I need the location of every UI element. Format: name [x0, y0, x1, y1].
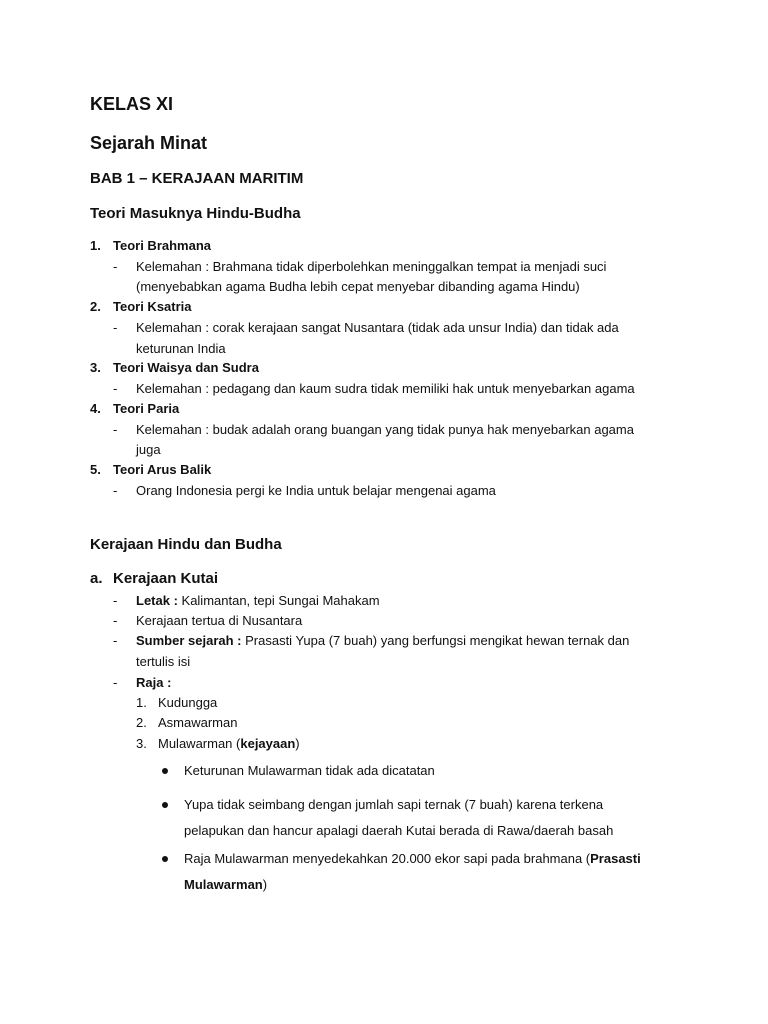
paren-close: ) [262, 877, 268, 892]
class-heading: KELAS XI [90, 94, 174, 114]
dash-marker: - [113, 593, 118, 608]
dash-marker: - [113, 381, 118, 396]
theory-title: Teori Brahmana [113, 238, 212, 253]
list-number: 3. [90, 360, 101, 375]
bullet-dot [162, 768, 168, 774]
bullet-text-pre: Raja Mulawarman menyedekahkan 20.000 ekor sapi pada brahmana ( [184, 851, 591, 866]
dash-marker: - [113, 320, 118, 335]
theory-detail: keturunan India [136, 341, 226, 356]
paren-close: ) [295, 736, 300, 751]
theory-title: Teori Waisya dan Sudra [113, 360, 259, 375]
raja-name-mulawarman [158, 734, 300, 754]
subsection-heading-kutai: Kerajaan Kutai [113, 570, 219, 587]
bullet-dot [162, 802, 168, 808]
theory-detail: juga [136, 442, 161, 457]
raja-number: 3. [136, 736, 147, 751]
dash-marker: - [113, 675, 118, 690]
mulawarman-bold: Mulawarman [184, 877, 263, 892]
theory-title: Teori Paria [113, 401, 180, 416]
list-number: 5. [90, 462, 101, 477]
raja-label: Raja : [136, 675, 172, 690]
list-number: 2. [90, 299, 101, 314]
section-heading-theories: Teori Masuknya Hindu-Budha [90, 205, 301, 222]
dash-marker: - [113, 633, 118, 648]
list-number: 1. [90, 238, 101, 253]
sumber-value: Prasasti Yupa (7 buah) yang berfungsi mengikat hewan ternak dan [241, 633, 630, 648]
dash-marker: - [113, 613, 118, 628]
bullet-text [184, 872, 267, 898]
sumber-line [136, 631, 629, 651]
bullet-text: Keturunan Mulawarman tidak ada dicatatan [184, 763, 435, 778]
raja-number: 1. [136, 695, 147, 710]
sumber-continuation: tertulis isi [136, 654, 191, 669]
letak-label: Letak : [136, 593, 178, 608]
bullet-text: pelapukan dan hancur apalagi daerah Kutai berada di Rawa/daerah basah [184, 823, 614, 838]
theory-detail: Orang Indonesia pergi ke India untuk belajar mengenai agama [136, 483, 496, 498]
raja-name-text: Mulawarman ( [158, 736, 241, 751]
kejayaan-text: kejayaan [240, 736, 296, 751]
theory-detail: Kelemahan : Brahmana tidak diperbolehkan meninggalkan tempat ia menjadi suci [136, 259, 607, 274]
letak-line [136, 591, 380, 611]
raja-name: Asmawarman [158, 715, 238, 730]
theory-detail: Kelemahan : pedagang dan kaum sudra tidak memiliki hak untuk menyebarkan agama [136, 381, 635, 396]
prasasti-bold: Prasasti [590, 851, 641, 866]
bullet-dot [162, 856, 168, 862]
section-heading-kingdoms: Kerajaan Hindu dan Budha [90, 536, 282, 553]
tertua-line: Kerajaan tertua di Nusantara [136, 613, 303, 628]
subject-heading: Sejarah Minat [90, 133, 208, 153]
bullet-text [184, 846, 641, 872]
subsection-letter: a. [90, 570, 103, 587]
sumber-label: Sumber sejarah : [136, 633, 242, 648]
raja-number: 2. [136, 715, 147, 730]
theory-title: Teori Ksatria [113, 299, 192, 314]
raja-name: Kudungga [158, 695, 218, 710]
list-number: 4. [90, 401, 101, 416]
dash-marker: - [113, 483, 118, 498]
theory-title: Teori Arus Balik [113, 462, 212, 477]
dash-marker: - [113, 259, 118, 274]
theory-detail: Kelemahan : corak kerajaan sangat Nusantara (tidak ada unsur India) dan tidak ada [136, 320, 619, 335]
chapter-heading: BAB 1 – KERAJAAN MARITIM [90, 170, 304, 187]
bullet-text: Yupa tidak seimbang dengan jumlah sapi ternak (7 buah) karena terkena [184, 797, 604, 812]
theory-detail: Kelemahan : budak adalah orang buangan yang tidak punya hak menyebarkan agama [136, 422, 634, 437]
letak-value: Kalimantan, tepi Sungai Mahakam [177, 593, 380, 608]
dash-marker: - [113, 422, 118, 437]
theory-detail: (menyebabkan agama Budha lebih cepat menyebar dibanding agama Hindu) [136, 279, 580, 294]
